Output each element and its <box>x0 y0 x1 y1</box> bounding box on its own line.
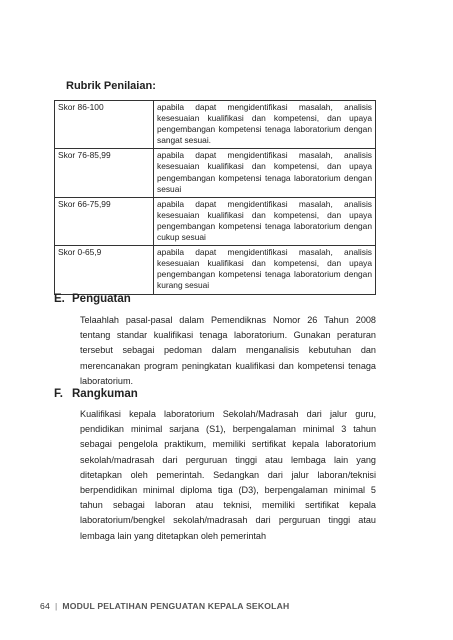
score-description: apabila dapat mengidentifikasi masalah, analisis kesesuaian kualifikasi dan kompetensi, dan upaya pengembangan kompetensi tenaga laboratorium dengan kurang sesuai <box>154 246 376 294</box>
score-range: Skor 76-85,99 <box>55 149 154 197</box>
rubric-title: Rubrik Penilaian: <box>66 80 156 92</box>
score-description: apabila dapat mengidentifikasi masalah, analisis kesesuaian kualifikasi dan kompetensi, dan upaya pengembangan kompetensi tenaga laboratorium dengan cukup sesuai <box>154 197 376 245</box>
score-range: Skor 0-65,9 <box>55 246 154 294</box>
rubric-table <box>54 100 376 295</box>
score-description: apabila dapat mengidentifikasi masalah, analisis kesesuaian kualifikasi dan kompetensi, dan upaya pengembangan kompetensi tenaga laboratorium dengan sesuai <box>154 149 376 197</box>
section-letter: E. <box>54 293 65 305</box>
footer-separator: | <box>54 601 58 611</box>
score-description: apabila dapat mengidentifikasi masalah, analisis kesesuaian kualifikasi dan kompetensi, dan upaya pengembangan kompetensi tenaga laboratorium dengan sangat sesuai. <box>154 101 376 149</box>
section-title: Rangkuman <box>72 388 138 400</box>
section-f-heading <box>54 388 138 400</box>
table-row <box>55 101 376 149</box>
page-footer <box>40 601 289 611</box>
score-range: Skor 86-100 <box>55 101 154 149</box>
section-f-body: Kualifikasi kepala laboratorium Sekolah/Madrasah dari jalur guru, pendidikan minimal sarjana (S1), berpengalaman minimal 3 tahun sebagai pengelola praktikum, memiliki sertifikat kepala laboratorium sekolah/madrasah dari perguruan tinggi atau lembaga lain yang ditetapkan oleh pemerintah. Sedangkan dari jalur laboran/teknisi berpendidikan minimal diploma tiga (D3), berpengalaman minimal 5 tahun sebagai laboran atau teknisi, memiliki sertifikat kepala laboratorium/bengkel sekolah/madrasah dari perguruan tinggi atau lembaga lain yang ditetapkan oleh pemerintah <box>80 409 376 541</box>
table-row <box>55 197 376 245</box>
section-e-heading <box>54 293 131 305</box>
page-number: 64 <box>40 601 50 611</box>
section-letter: F. <box>54 388 63 400</box>
section-e-body: Telaahlah pasal-pasal dalam Pemendiknas Nomor 26 Tahun 2008 tentang standar kualifikasi tenaga laboratorium. Gunakan peraturan tersebut sebagai pedoman dalam menganalisis kebutuhan dan merencanakan program peningkatan kualifikasi dan kompetensi tenaga laboratorium. <box>80 315 376 386</box>
footer-title: MODUL PELATIHAN PENGUATAN KEPALA SEKOLAH <box>62 601 290 611</box>
section-title: Penguatan <box>72 293 131 305</box>
score-range: Skor 66-75,99 <box>55 197 154 245</box>
table-row <box>55 149 376 197</box>
table-row <box>55 246 376 294</box>
